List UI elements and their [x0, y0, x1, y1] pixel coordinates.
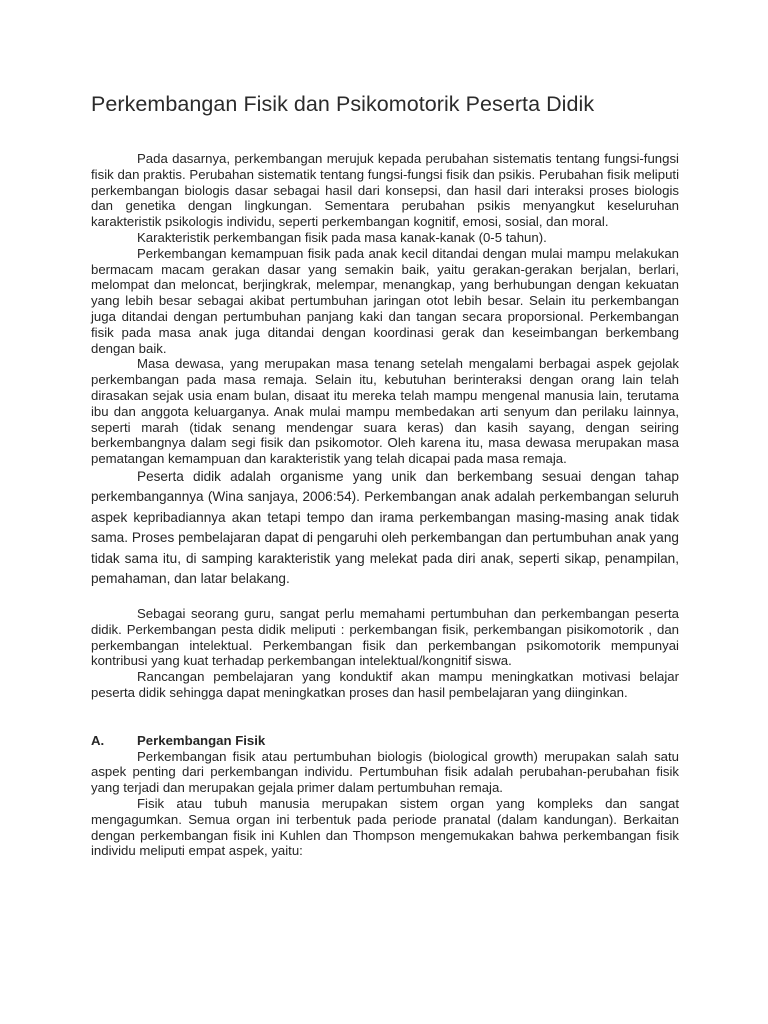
spacer [91, 590, 679, 606]
section-heading [91, 733, 679, 749]
paragraph-kemampuan-fisik: Perkembangan kemampuan fisik pada anak kecil ditandai dengan mulai mampu melakukan bermacam macam gerakan dasar yang semakin baik, yaitu gerakan-gerakan berjalan, berlari, melompat dan meloncat, berjingkrak, melempar, menangkap, yang berhubungan dengan kekuatan yang lebih besar sebagai akibat pertumbuhan jaringan otot lebih besar. Selain itu perkembangan juga ditandai dengan pertumbuhan panjang kaki dan tangan secara proporsional. Perkembangan fisik pada masa anak juga ditandai dengan koordinasi gerak dan keseimbangan berkembang dengan baik. [91, 245, 679, 356]
section-number: A. [91, 732, 105, 748]
paragraph-intro: Pada dasarnya, perkembangan merujuk kepada perubahan sistematis tentang fungsi-fungsi fisik dan praktis. Perubahan sistematik tentang fungsi-fungsi fisik dan psikis. Perubahan fisik meliputi perkembangan biologis dasar sebagai hasil dari konsepsi, dan hasil dari interaksi proses biologis dan genetika dengan lingkungan. Sementara perubahan psikis menyangkut keseluruhan karakteristik psikologis individu, seperti perkembangan kognitif, emosi, sosial, dan moral. [91, 151, 679, 230]
paragraph-section-1: Perkembangan fisik atau pertumbuhan biologis (biological growth) merupakan salah satu aspek penting dari perkembangan individu. Pertumbuhan fisik adalah perubahan-perubahan fisik yang terjadi dan merupakan gejala primer dalam pertumbuhan remaja. [91, 748, 679, 796]
document-body [91, 151, 679, 859]
paragraph-karakteristik: Karakteristik perkembangan fisik pada masa kanak-kanak (0-5 tahun). [137, 229, 547, 245]
paragraph-guru: Sebagai seorang guru, sangat perlu memahami pertumbuhan dan perkembangan peserta didik. Perkembangan pesta didik meliputi : perkembangan fisik, perkembangan pisikomotorik , dan perkembangan intelektual. Perkembangan fisik dan perkembangan psikomotorik mempunyai kontribusi yang kuat terhadap perkembangan intelektual/kongnitif siswa. [91, 605, 679, 669]
paragraph-section-2: Fisik atau tubuh manusia merupakan sistem organ yang kompleks dan sangat mengagumkan. Semua organ ini terbentuk pada periode pranatal (dalam kandungan). Berkaitan dengan perkembangan fisik ini Kuhlen dan Thompson mengemukakan bahwa perkembangan fisik individu meliputi empat aspek, yaitu: [91, 795, 679, 859]
section-title: Perkembangan Fisik [137, 732, 266, 748]
paragraph-rancangan: Rancangan pembelajaran yang konduktif akan mampu meningkatkan motivasi belajar peserta didik sehingga dapat meningkatkan proses dan hasil pembelajaran yang diinginkan. [91, 669, 679, 700]
spacer [91, 701, 679, 733]
paragraph-masa-dewasa: Masa dewasa, yang merupakan masa tenang setelah mengalami berbagai aspek gejolak perkembangan pada masa remaja. Selain itu, kebutuhan berinteraksi dengan orang lain telah dirasakan sejak usia enam bulan, disaat itu mereka telah mampu mengenal manusia lain, terutama ibu dan anggota keluarganya. Anak mulai mampu membedakan arti senyum dan perilaku lainnya, seperti marah (tidak senang mendengar suara keras) dan kasih sayang, dengan seiring berkembangnya dalam segi fisik dan psikomotor. Oleh karena itu, masa dewasa merupakan masa pematangan kemampuan dan karakteristik yang telah dicapai pada masa remaja. [91, 356, 679, 467]
paragraph-peserta-didik: Peserta didik adalah organisme yang unik dan berkembang sesuai dengan tahap perkembangannya (Wina sanjaya, 2006:54). Perkembangan anak adalah perkembangan seluruh aspek kepribadiannya akan tetapi tempo dan irama perkembangan masing-masing anak tidak sama. Proses pembelajaran dapat di pengaruhi oleh perkembangan dan pertumbuhan anak yang tidak sama itu, di samping karakteristik yang melekat pada diri anak, seperti sikap, penampilan, pemahaman, dan latar belakang. [91, 468, 679, 587]
page-title: Perkembangan Fisik dan Psikomotorik Peserta Didik [91, 92, 595, 116]
